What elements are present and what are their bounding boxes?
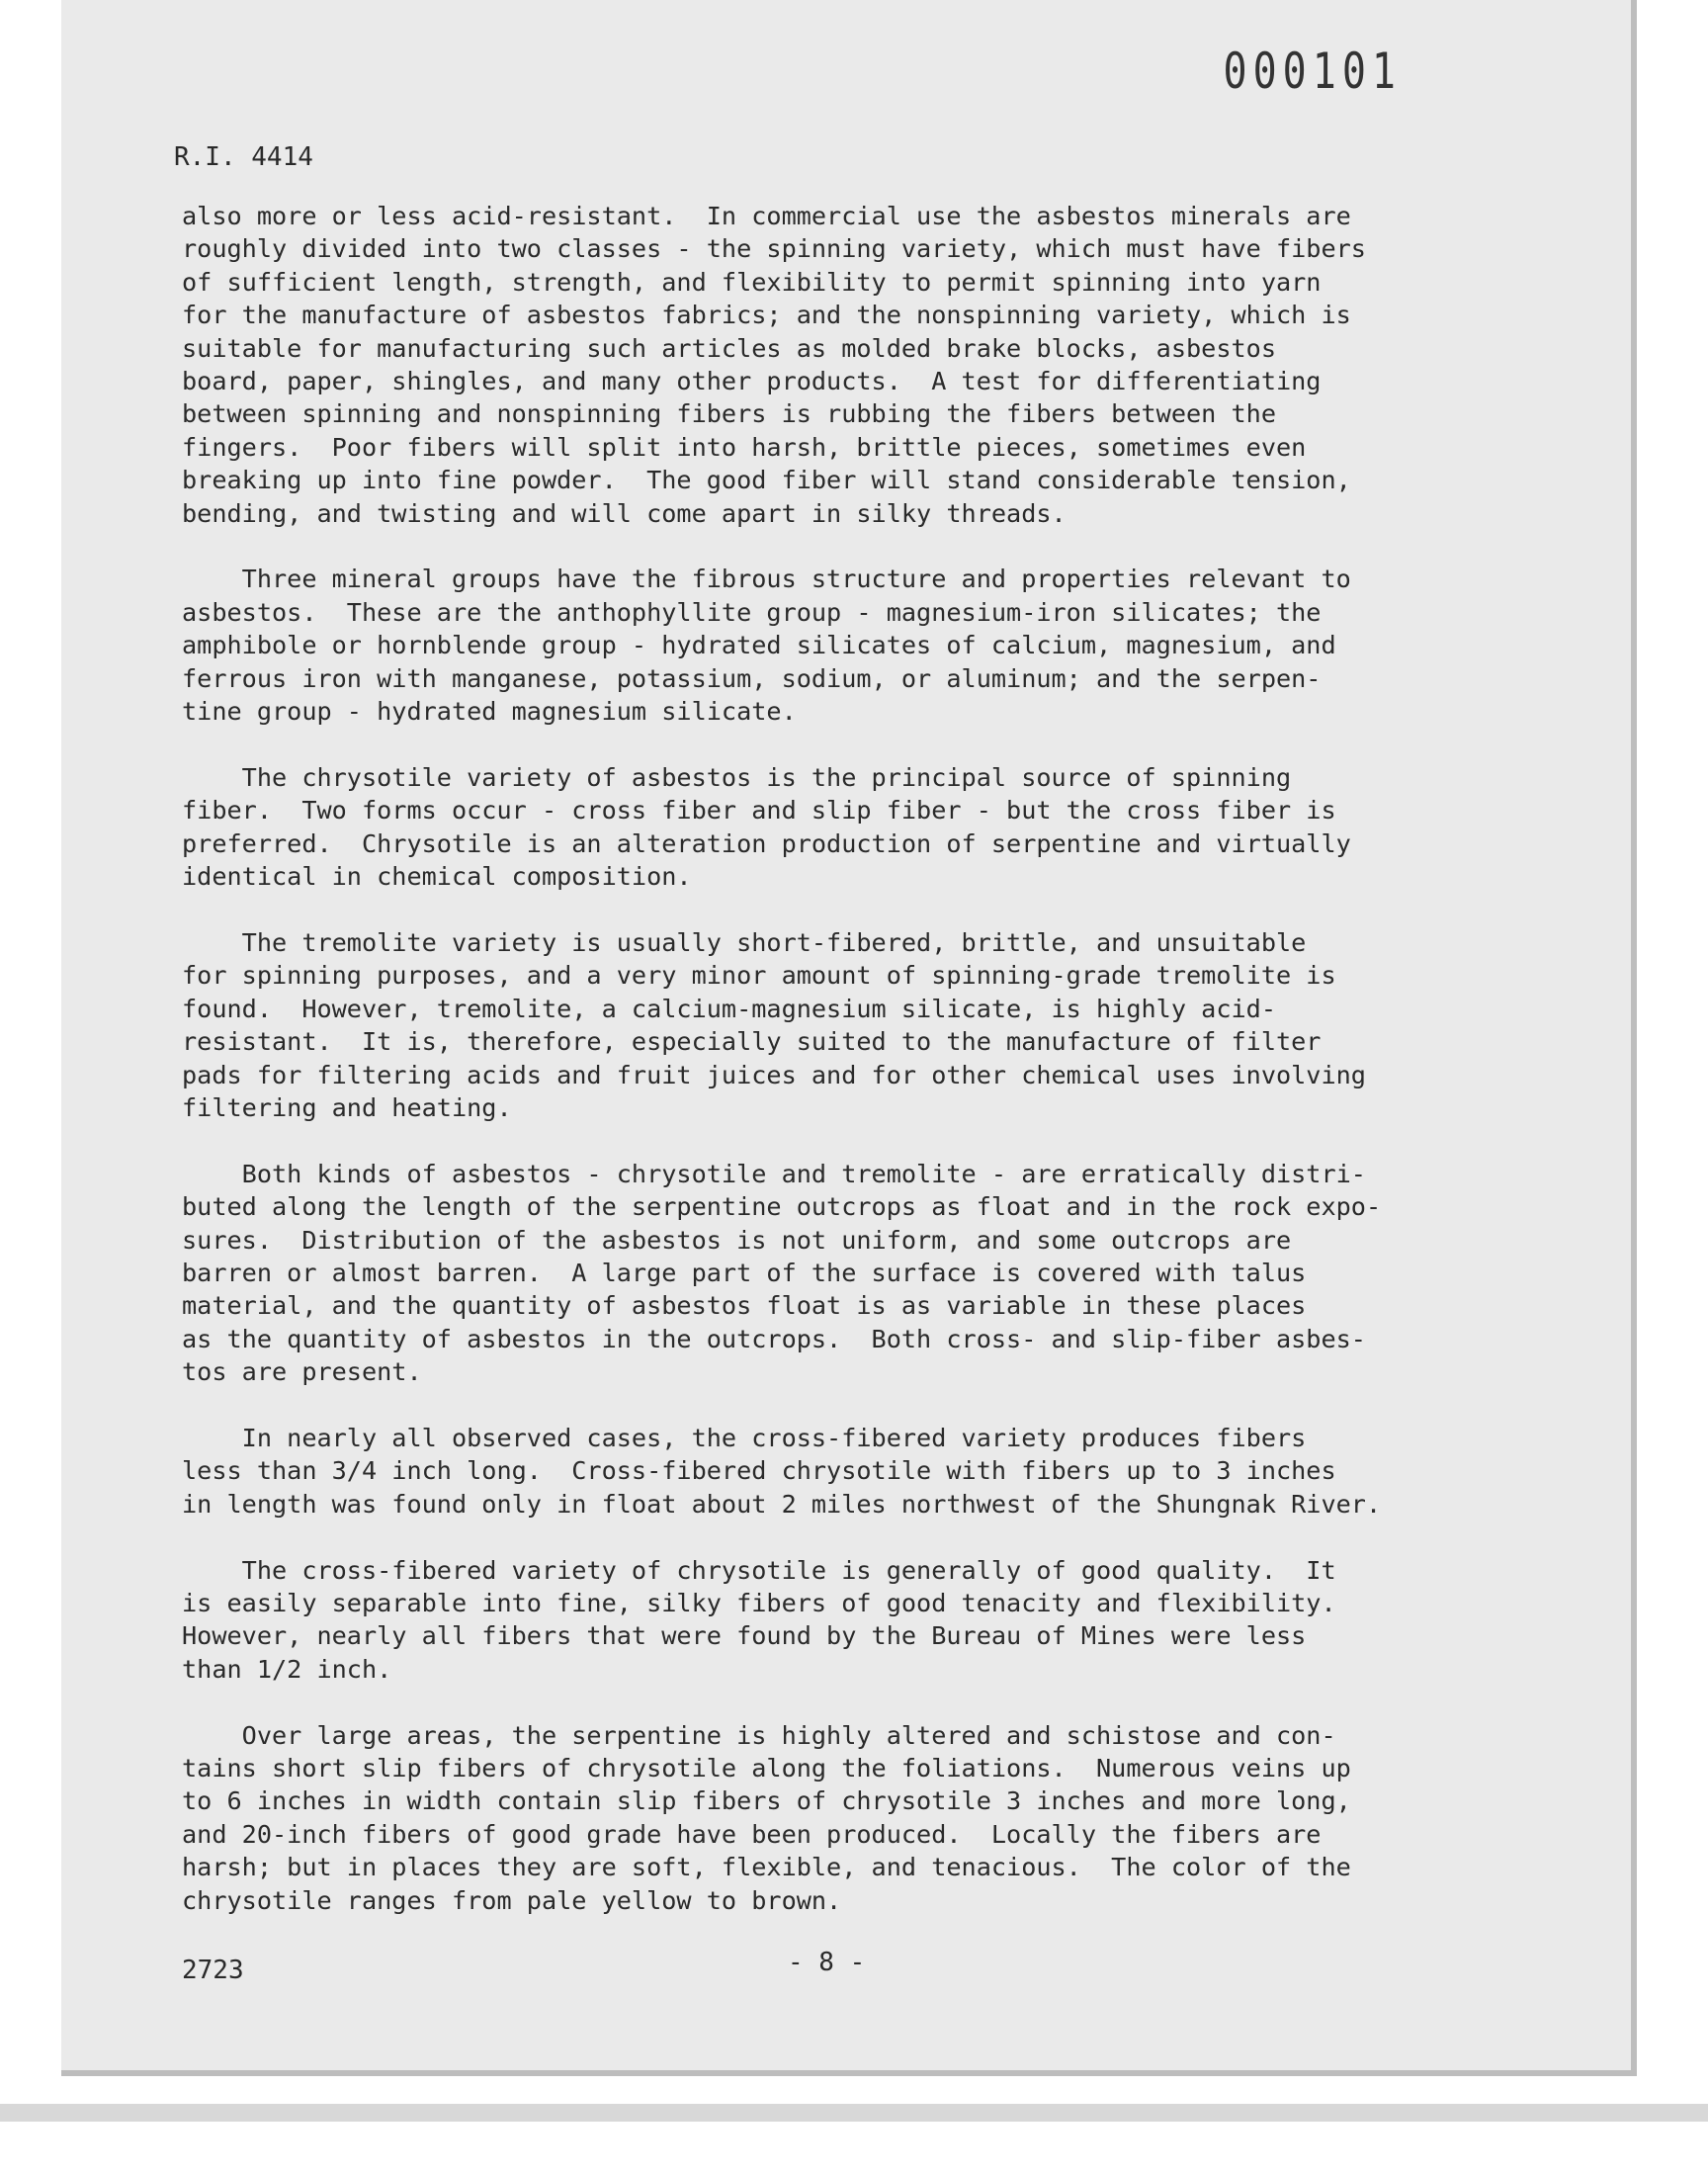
paragraph: Over large areas, the serpentine is highly altered and schistose and con- tains short slip fibers of chrysotile along the foliations. Numerous veins up to 6 inches in width contain slip fibers of chrysotile 3 inches and more long, and 20-inch fibers of good grade have been produced. Locally the fibers are harsh; but in places they are soft, flexible, and tenacious. The color of the chrysotile ranges from pale yellow to brown. (182, 1720, 1351, 1915)
paragraph: The cross-fibered variety of chrysotile is generally of good quality. It is easily separable into fine, silky fibers of good tenacity and flexibility. However, nearly all fibers that were found by the Bureau of Mines were less than 1/2 inch. (182, 1555, 1336, 1684)
document-page (61, 0, 1637, 2076)
report-id: R.I. 4414 (174, 142, 313, 172)
document-body (182, 200, 1585, 1950)
paragraph: In nearly all observed cases, the cross-fibered variety produces fibers less than 3/4 inch long. Cross-fibered chrysotile with fibers up to 3 inches in length was found only in float about 2 miles northwest of the Shungnak River. (182, 1423, 1382, 1519)
page-number: - 8 - (788, 1948, 866, 1977)
footer-code: 2723 (182, 1956, 244, 1985)
paragraph: The chrysotile variety of asbestos is the principal source of spinning fiber. Two forms occur - cross fiber and slip fiber - but the cross fiber is preferred. Chrysotile is an alteration production of serpentine and virtually identical in chemical composition. (182, 762, 1351, 892)
document-stamp: 000101 (1223, 44, 1402, 101)
paragraph: Three mineral groups have the fibrous structure and properties relevant to asbestos. These are the anthophyllite group - magnesium-iron silicates; the amphibole or hornblende group - hydrated silicates of calcium, magnesium, and ferrous iron with manganese, potassium, sodium, or aluminum; and the serpen- tine group - hydrated magnesium silicate. (182, 565, 1351, 727)
paragraph: Both kinds of asbestos - chrysotile and tremolite - are erratically distri- buted along the length of the serpentine outcrops as float and in the rock expo- sures. Distribution of the asbestos is not uniform, and some outcrops are barren or almost barren. A large part of the surface is covered with talus material, and the quantity of asbestos float is as variable in these places as the quantity of asbestos in the outcrops. Both cross- and slip-fiber asbes- tos are present. (182, 1159, 1382, 1387)
paragraph: The tremolite variety is usually short-fibered, brittle, and unsuitable for spinning purposes, and a very minor amount of spinning-grade tremolite is found. However, tremolite, a calcium-magnesium silicate, is highly acid- resistant. It is, therefore, especially suited to the manufacture of filter pads for filtering acids and fruit juices and for other chemical uses involving filtering and heating. (182, 927, 1366, 1122)
scanner-edge-band (0, 2104, 1708, 2122)
paragraph: also more or less acid-resistant. In commercial use the asbestos minerals are roughly divided into two classes - the spinning variety, which must have fibers of sufficient length, strength, and flexibility to permit spinning into yarn for the manufacture of asbestos fabrics; and the nonspinning variety, which is suitable for manufacturing such articles as molded brake blocks, asbestos board, paper, shingles, and many other products. A test for differentiating between spinning and nonspinning fibers is rubbing the fibers between the fingers. Poor fibers will split into harsh, brittle pieces, sometimes even breaking up into fine powder. The good fiber will stand considerable tension, bending, and twisting and will come apart in silky threads. (182, 202, 1366, 528)
